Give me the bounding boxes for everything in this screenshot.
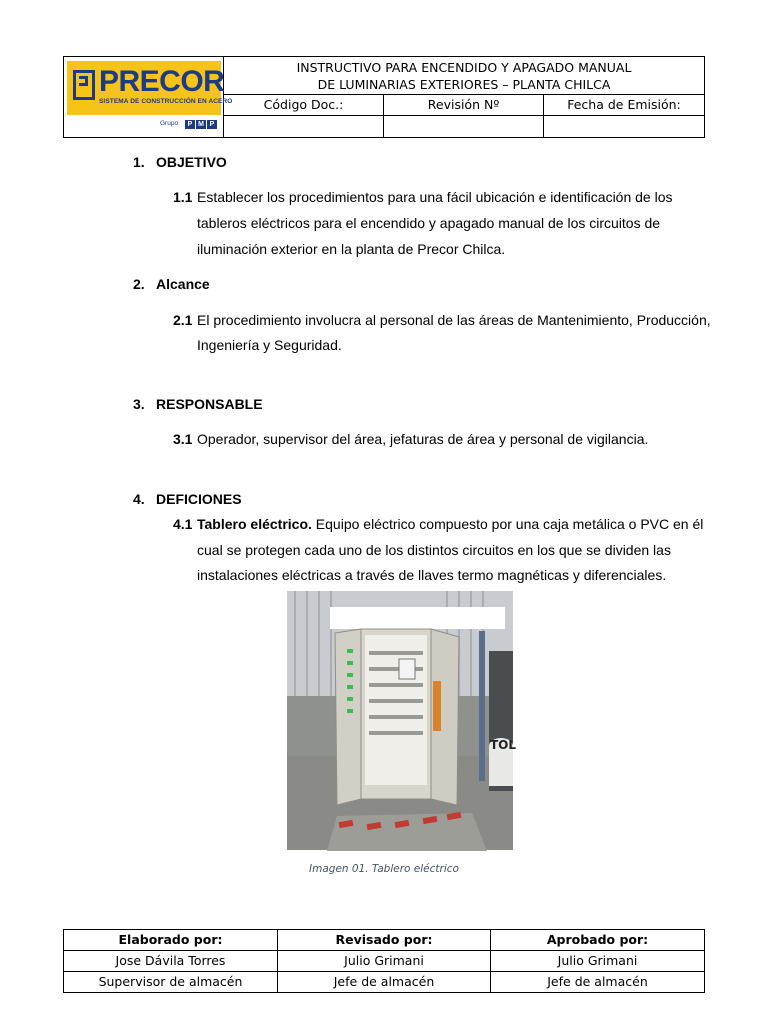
section-title: DEFICIONES [156,491,242,507]
approved-by-role: Jefe de almacén [547,974,648,989]
definition-text: Equipo eléctrico compuesto por una caja metálica o PVC en él [315,516,704,532]
approved-by-name: Julio Grimani [557,953,638,968]
panel-photo-illustration [287,591,513,850]
section-title: Alcance [156,276,210,292]
logo-tagline: SISTEMA DE CONSTRUCCIÓN EN ACERO [99,98,233,105]
approved-by-header: Aprobado por: [546,932,649,947]
prepared-by-header: Elaborado por: [64,930,278,951]
paragraph-line: tableros eléctricos para el encendido y apagado manual de los circuitos de [197,215,661,231]
paragraph-line [197,511,704,537]
approval-table [63,929,705,993]
revision-value [384,116,544,137]
title-line: DE LUMINARIAS EXTERIORES – PLANTA CHILCA [317,77,611,92]
header-values-row [224,116,704,137]
reviewed-by-name: Julio Grimani [278,951,491,972]
issue-date-label: Fecha de Emisión: [567,97,681,112]
reviewed-by-role: Jefe de almacén [278,972,491,993]
approval-names-row [64,951,704,972]
doc-code-label: Código Doc.: [224,95,384,115]
group-letter: M [196,120,206,129]
section-heading-3 [133,396,263,412]
item-number: 2.1 [173,312,193,328]
title-line: INSTRUCTIVO PARA ENCENDIDO Y APAGADO MANUAL [296,60,632,75]
doc-code-value [224,116,384,137]
paragraph-line: El procedimiento involucra al personal de las áreas de Mantenimiento, Producción, [197,312,711,328]
paragraph-line: Establecer los procedimientos para una fácil ubicación e identificación de los [197,189,673,205]
section-number: 4. [133,491,145,507]
group-letter: P [185,120,195,129]
logo-wordmark: PRECOR [99,65,225,98]
document-title [224,57,704,95]
prepared-by-name: Jose Dávila Torres [64,951,278,972]
approval-header-row [64,930,704,951]
logo-background [67,61,233,115]
reviewed-by-header: Revisado por: [278,930,491,951]
revision-label: Revisión Nº [384,95,544,115]
paragraph-line: Ingeniería y Seguridad. [197,337,342,353]
section-number: 3. [133,396,145,412]
item-number: 1.1 [173,189,193,205]
section-heading-1 [133,154,227,170]
section-heading-2 [133,276,210,292]
section-title: OBJETIVO [156,154,227,170]
figure-caption: Imagen 01. Tablero eléctrico [309,863,459,875]
definition-term: Tablero eléctrico. [197,516,312,532]
item-number: 3.1 [173,431,193,447]
paragraph-line: cual se protegen cada uno de los distintos circuitos en los que se dividen las [197,542,671,558]
section-title: RESPONSABLE [156,396,263,412]
issue-date-value [544,116,704,137]
prepared-by-role: Supervisor de almacén [64,972,278,993]
barrel-label: TOL [490,738,517,752]
electrical-panel-photo [287,591,517,850]
section-heading-4 [133,491,242,507]
group-letter: P [207,120,217,129]
logo-group-label: Grupo [160,120,179,127]
company-logo [64,57,233,137]
section-number: 2. [133,276,145,292]
precor-mark-icon [73,70,95,100]
paragraph-line: Operador, supervisor del área, jefaturas de área y personal de vigilancia. [197,431,649,447]
section-number: 1. [133,154,145,170]
document-header-table [63,56,705,138]
item-number: 4.1 [173,516,193,532]
approval-roles-row [64,972,704,993]
paragraph-line: instalaciones eléctricas a través de llaves termo magnéticas y diferenciales. [197,567,667,583]
header-labels-row [224,95,704,116]
paragraph-line: iluminación exterior en la planta de Precor Chilca. [197,241,506,257]
